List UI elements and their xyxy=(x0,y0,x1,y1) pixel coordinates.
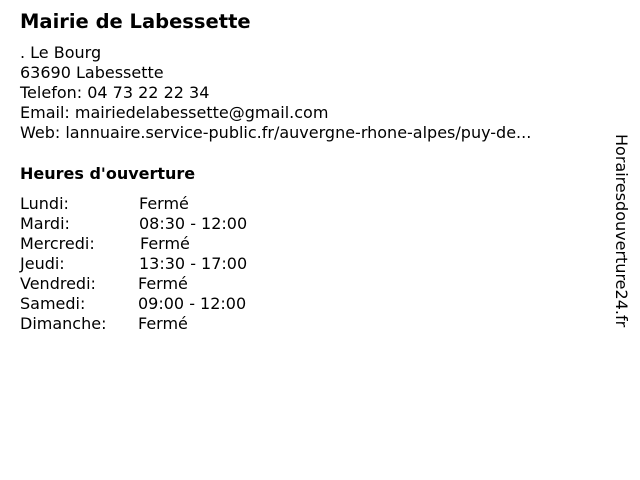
phone-number: Telefon: 04 73 22 22 34 xyxy=(20,83,210,102)
day-label: Vendredi: xyxy=(20,274,96,293)
postal-city: 63690 Labessette xyxy=(20,63,164,82)
opening-hours-heading: Heures d'ouverture xyxy=(20,164,196,183)
hours-value: 09:00 - 12:00 xyxy=(138,294,247,313)
hours-row-friday xyxy=(20,274,247,294)
day-label: Mardi: xyxy=(20,214,70,233)
hours-row-saturday xyxy=(20,294,247,314)
hours-value: 08:30 - 12:00 xyxy=(139,214,248,233)
hours-value: Fermé xyxy=(138,274,188,293)
site-watermark: Horairesdouverture24.fr xyxy=(612,134,631,328)
hours-row-sunday xyxy=(20,314,247,334)
hours-value: 13:30 - 17:00 xyxy=(139,254,248,273)
day-label: Jeudi: xyxy=(20,254,65,273)
hours-value: Fermé xyxy=(139,194,189,213)
email-address: Email: mairiedelabessette@gmail.com xyxy=(20,103,329,122)
hours-row-wednesday xyxy=(20,234,247,254)
opening-hours-table xyxy=(20,194,247,334)
hours-value: Fermé xyxy=(138,314,188,333)
website-link: Web: lannuaire.service-public.fr/auvergne-rhone-alpes/puy-de... xyxy=(20,123,532,142)
day-label: Dimanche: xyxy=(20,314,107,333)
hours-row-monday xyxy=(20,194,247,214)
day-label: Lundi: xyxy=(20,194,69,213)
day-label: Mercredi: xyxy=(20,234,95,253)
hours-row-tuesday xyxy=(20,214,247,234)
street-address: . Le Bourg xyxy=(20,43,102,62)
page-title: Mairie de Labessette xyxy=(20,10,251,33)
hours-row-thursday xyxy=(20,254,247,274)
hours-value: Fermé xyxy=(140,234,190,253)
day-label: Samedi: xyxy=(20,294,86,313)
address-block xyxy=(20,43,531,143)
